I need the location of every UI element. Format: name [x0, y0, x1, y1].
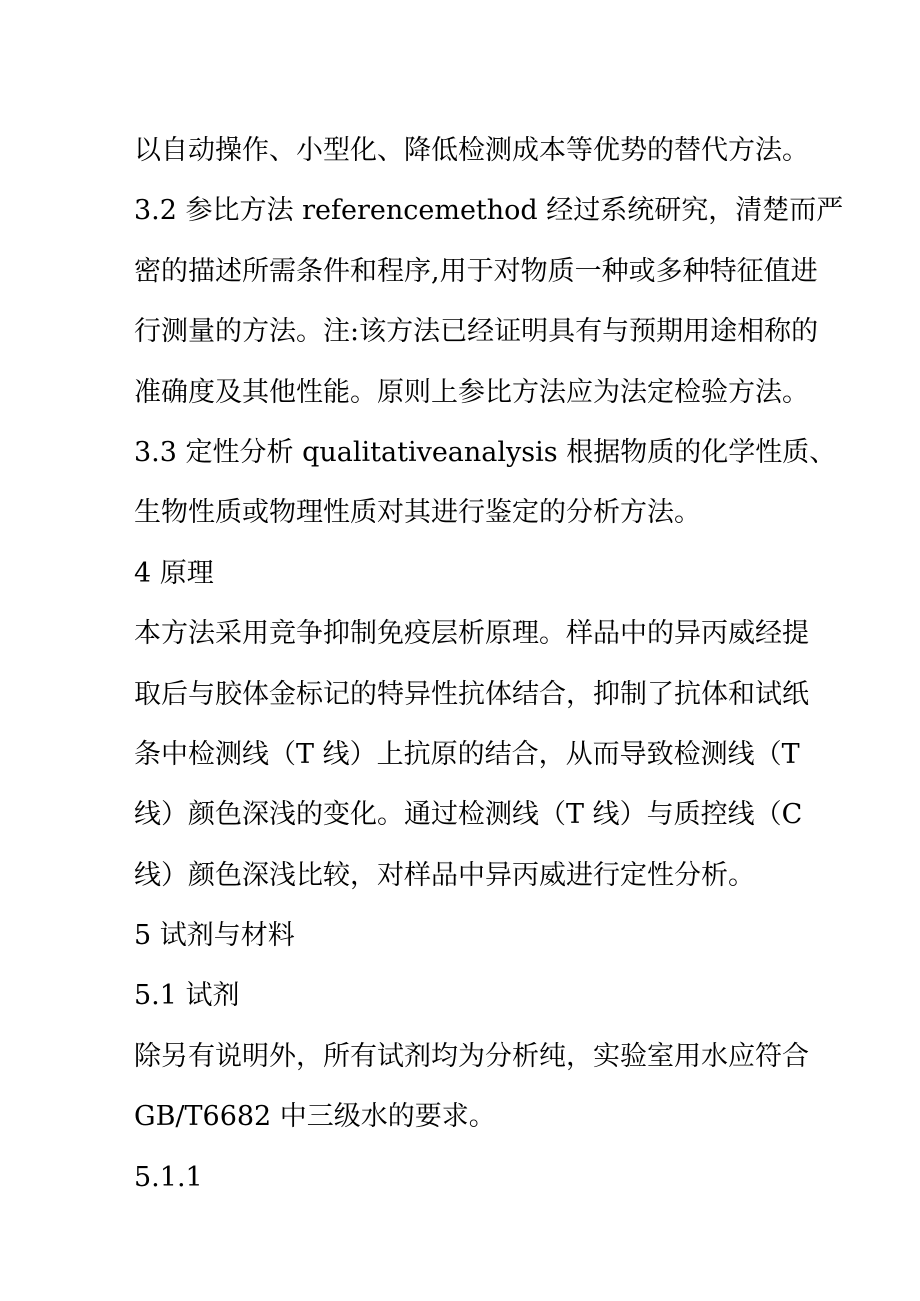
text-line: 行测量的方法。注:该方法已经证明具有与预期用途相称的 [134, 316, 819, 348]
text-line: 线）颜色深浅比较，对样品中异丙威进行定性分析。 [134, 859, 755, 891]
subsection-heading: 5.1.1 [134, 1161, 203, 1193]
text-line: 线）颜色深浅的变化。通过检测线（T 线）与质控线（C [134, 799, 803, 831]
section-heading: 4 原理 [134, 557, 214, 589]
text-line: GB/T6682 中三级水的要求。 [134, 1101, 496, 1133]
text-line: 生物性质或物理性质对其进行鉴定的分析方法。 [134, 497, 701, 529]
text-line: 取后与胶体金标记的特异性抗体结合，抑制了抗体和试纸 [134, 678, 809, 710]
text-line: 本方法采用竞争抑制免疫层析原理。样品中的异丙威经提 [134, 618, 809, 650]
section-heading: 5 试剂与材料 [134, 920, 295, 952]
text-line: 以自动操作、小型化、降低检测成本等优势的替代方法。 [134, 135, 809, 166]
text-line: 条中检测线（T 线）上抗原的结合，从而导致检测线（T [134, 738, 800, 770]
text-line: 3.3 定性分析 qualitativeanalysis 根据物质的化学性质、 [134, 436, 837, 468]
document-body [134, 121, 844, 1208]
text-line: 密的描述所需条件和程序,用于对物质一种或多种特征值进 [134, 255, 818, 287]
text-line: 除另有说明外，所有试剂均为分析纯，实验室用水应符合 [134, 1040, 809, 1072]
text-line: 准确度及其他性能。原则上参比方法应为法定检验方法。 [134, 376, 809, 408]
text-line: 3.2 参比方法 referencemethod 经过系统研究，清楚而严 [134, 195, 844, 227]
subsection-heading: 5.1 试剂 [134, 980, 240, 1012]
